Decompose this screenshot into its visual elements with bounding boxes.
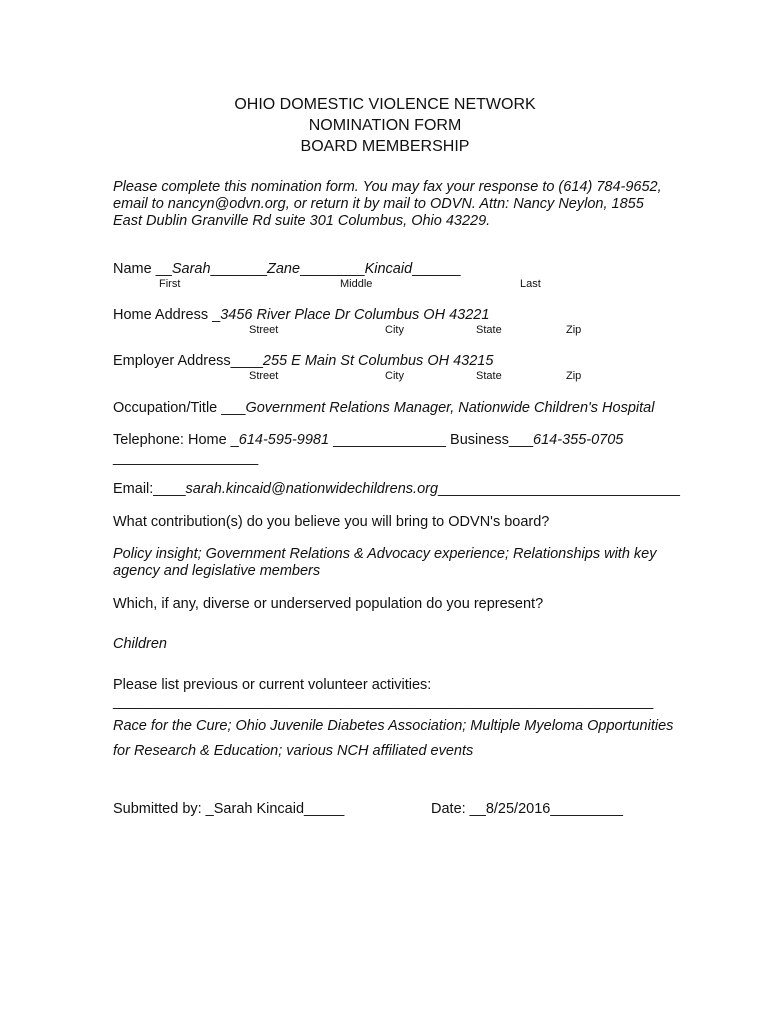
- telephone-field: [113, 432, 623, 448]
- submitted-by-field: [113, 801, 344, 817]
- volunteer-answer-line-2: for Research & Education; various NCH affiliated events: [113, 743, 474, 759]
- instructions-line-3: East Dublin Granville Rd suite 301 Columbus, Ohio 43229.: [113, 213, 491, 229]
- email-label: Email:____: [113, 481, 186, 497]
- name-separator-1: _______: [210, 261, 267, 277]
- volunteer-question: Please list previous or current volunteer activities:: [113, 677, 432, 693]
- employer-caption-street: Street: [249, 370, 279, 382]
- name-first-value: Sarah: [171, 261, 211, 277]
- instructions-line-1: Please complete this nomination form. You may fax your response to (614) 784-9652,: [113, 179, 662, 195]
- contribution-answer-line-1: Policy insight; Government Relations & Advocacy experience; Relationships with key: [113, 546, 657, 562]
- date-tail: _________: [550, 801, 623, 817]
- occupation-value: Government Relations Manager, Nationwide Children's Hospital: [245, 400, 655, 416]
- submitted-by-label: Submitted by: _: [113, 801, 214, 817]
- employer-address-field: [113, 353, 493, 369]
- form-title-type: NOMINATION FORM: [308, 117, 462, 134]
- employer-address-value: 255 E Main St Columbus OH 43215: [262, 353, 494, 369]
- name-field: [113, 261, 461, 277]
- home-caption-state: State: [476, 324, 502, 336]
- telephone-label: Telephone: Home _: [113, 432, 239, 448]
- employer-caption-zip: Zip: [566, 370, 582, 382]
- date-value: 8/25/2016: [485, 801, 551, 817]
- instructions-line-2: email to nancyn@odvn.org, or return it by mail to ODVN. Attn: Nancy Neylon, 1855: [113, 196, 644, 212]
- home-address-field: [113, 307, 489, 323]
- home-address-value: 3456 River Place Dr Columbus OH 43221: [220, 307, 490, 323]
- name-separator-2: ________: [300, 261, 365, 277]
- name-last-value: Kincaid: [364, 261, 413, 277]
- email-field: [113, 481, 680, 497]
- population-answer: Children: [113, 636, 167, 652]
- volunteer-underline: ___________________________________________________________________: [113, 694, 654, 710]
- email-tail: ______________________________: [438, 481, 680, 497]
- date-field: [431, 801, 623, 817]
- telephone-business-value: 614-355-0705: [533, 432, 624, 448]
- population-question: Which, if any, diverse or underserved population do you represent?: [113, 596, 544, 612]
- name-caption-middle: Middle: [340, 278, 373, 290]
- telephone-underline: __________________: [113, 450, 259, 466]
- submitted-by-value: Sarah Kincaid: [213, 801, 305, 817]
- name-tail: ______: [412, 261, 461, 277]
- form-title-subject: BOARD MEMBERSHIP: [300, 138, 470, 155]
- name-caption-last: Last: [520, 278, 541, 290]
- home-caption-street: Street: [249, 324, 279, 336]
- telephone-business-label: ______________ Business___: [329, 432, 534, 448]
- name-label: Name __: [113, 261, 172, 277]
- volunteer-answer-line-1: Race for the Cure; Ohio Juvenile Diabetes Association; Multiple Myeloma Opportunities: [113, 718, 674, 734]
- home-caption-city: City: [385, 324, 404, 336]
- email-value: sarah.kincaid@nationwidechildrens.org: [185, 481, 439, 497]
- submitted-by-tail: _____: [304, 801, 345, 817]
- employer-caption-state: State: [476, 370, 502, 382]
- home-caption-zip: Zip: [566, 324, 582, 336]
- contribution-question: What contribution(s) do you believe you will bring to ODVN's board?: [113, 514, 550, 530]
- telephone-home-value: 614-595-9981: [238, 432, 330, 448]
- name-middle-value: Zane: [267, 261, 301, 277]
- name-caption-first: First: [159, 278, 181, 290]
- occupation-label: Occupation/Title ___: [113, 400, 246, 416]
- occupation-field: [113, 400, 654, 416]
- employer-caption-city: City: [385, 370, 404, 382]
- form-title-org: OHIO DOMESTIC VIOLENCE NETWORK: [234, 96, 536, 113]
- home-address-label: Home Address _: [113, 307, 221, 323]
- contribution-answer-line-2: agency and legislative members: [113, 563, 321, 579]
- employer-address-label: Employer Address____: [113, 353, 263, 369]
- date-label: Date: __: [431, 801, 486, 817]
